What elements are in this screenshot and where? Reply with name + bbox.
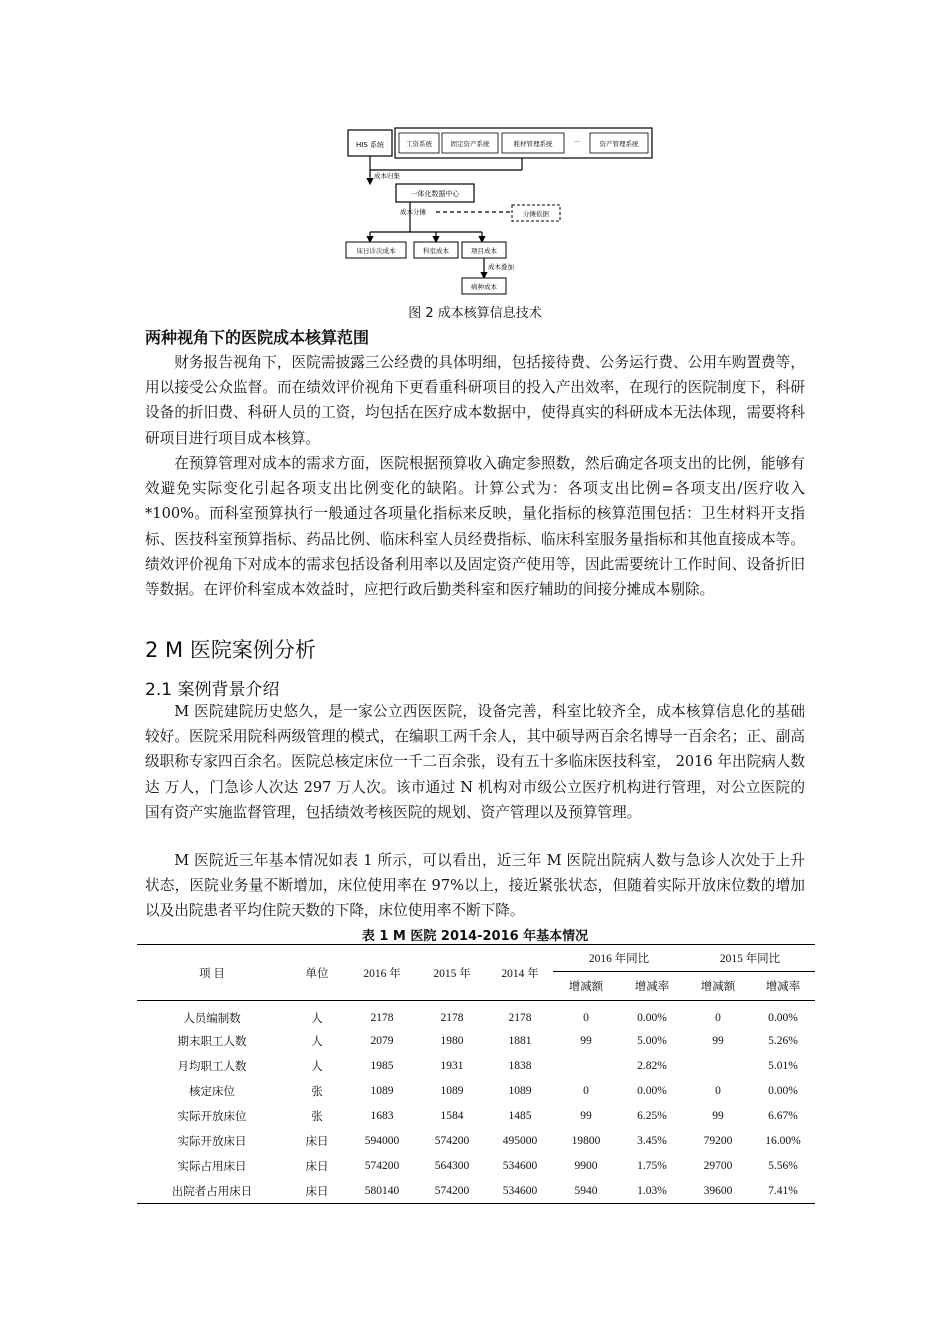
col-header-inc-amount: 增减额 — [553, 972, 619, 1001]
output-label: 科室成本 — [423, 247, 449, 255]
table-cell-y2014: 534600 — [487, 1178, 553, 1204]
system-label: 资产管理系统 — [599, 140, 639, 148]
table-caption: 表 1 M 医院 2014-2016 年基本情况 — [361, 929, 589, 944]
table-cell-cmp2016-amount: 0 — [583, 1011, 589, 1024]
table-cell-y2016: 1089 — [370, 1084, 394, 1097]
table-cell-y2015: 2178 — [440, 1011, 464, 1024]
table-cell-item: 期末职工人数 — [177, 1035, 247, 1048]
table-cell-cmp2016-rate: 2.82% — [637, 1059, 667, 1072]
table-row — [137, 1103, 815, 1128]
table-cell-item: 核定床位 — [189, 1085, 235, 1098]
table-row — [137, 1001, 815, 1029]
table-cell-cmp2016-amount: 99 — [580, 1109, 592, 1122]
table-cell-y2014: 2178 — [508, 1011, 532, 1024]
table-cell-unit: 床日 — [287, 1178, 347, 1204]
table-cell-y2016: 594000 — [364, 1134, 400, 1147]
his-label: HIS 系统 — [356, 141, 384, 149]
table-cell-cmp2015-amount: 99 — [712, 1109, 724, 1122]
table-cell-y2016: 580140 — [347, 1178, 417, 1204]
section-heading: 2 M 医院案例分析 — [145, 638, 316, 662]
table-cell-unit: 床日 — [305, 1135, 329, 1148]
table-cell-unit: 张 — [311, 1085, 323, 1098]
table-cell-y2016: 2178 — [370, 1011, 394, 1024]
table-cell-cmp2016-rate: 1.75% — [637, 1159, 667, 1172]
table-cell-unit: 人 — [311, 1035, 323, 1048]
table-cell-cmp2015-rate: 5.56% — [768, 1159, 798, 1172]
table-cell-y2016: 2079 — [370, 1034, 394, 1047]
table-cell-cmp2015-amount: 0 — [715, 1011, 721, 1024]
table-cell-cmp2016-amount: 0 — [583, 1084, 589, 1097]
subsection-heading: 2.1 案例背景介绍 — [145, 680, 280, 700]
table-cell-cmp2016-amount: 99 — [580, 1034, 592, 1047]
table-cell-item: 实际占用床日 — [177, 1160, 247, 1173]
table-cell-cmp2015-rate: 7.41% — [751, 1178, 815, 1204]
table-cell-y2014: 1881 — [508, 1034, 532, 1047]
table-cell-y2014: 1838 — [508, 1059, 532, 1072]
table-cell-cmp2015-amount: 39600 — [685, 1178, 751, 1204]
table-row — [137, 1078, 815, 1103]
paragraph: M 医院建院历史悠久，是一家公立西医医院，设备完善，科室比较齐全，成本核算信息化的基础较好。医院采用院科两级管理的模式，在编职工两千余人，其中硕导两百余名博导一百余名；正、副高级职称专家四百余名。医院总核定床位一千二百余张，设有五十多临床医技科室， 2016 年出院病人数达 万人，门急诊人次达 297 万人次。该市通过 N 机构对市级公立医疗机构进行管理，对公立医院的国有资产实施监督管理，包括绩效考核医院的规划、资产管理以及预算管理。 — [145, 703, 805, 821]
table-cell-item: 实际开放床位 — [177, 1110, 247, 1123]
table-cell-y2014: 534600 — [502, 1159, 538, 1172]
table-cell-cmp2015-rate: 5.26% — [768, 1034, 798, 1047]
table-cell-y2015: 1931 — [440, 1059, 464, 1072]
table-cell-cmp2016-amount: 9900 — [574, 1159, 598, 1172]
table-cell-y2015: 574200 — [417, 1178, 487, 1204]
table-row — [137, 1053, 815, 1078]
stack-label: 成本叠加 — [488, 263, 514, 271]
table-cell-y2016: 1985 — [370, 1059, 394, 1072]
table-cell-cmp2016-amount: 19800 — [571, 1134, 601, 1147]
table-cell-cmp2015-amount: 99 — [712, 1034, 724, 1047]
figure-caption: 图 2 成本核算信息技术 — [408, 306, 542, 321]
system-label: 固定资产系统 — [450, 140, 490, 148]
table-cell-item: 人员编制数 — [183, 1012, 241, 1025]
basis-label: 分摊依据 — [523, 210, 549, 218]
table-row — [137, 1028, 815, 1053]
col-header-2015: 2015 年 — [417, 945, 487, 1001]
col-header-inc-rate: 增减率 — [751, 972, 815, 1001]
table-cell-unit: 人 — [311, 1012, 323, 1025]
table-cell-cmp2016-amount: 5940 — [553, 1178, 619, 1204]
paragraph: M 医院近三年基本情况如表 1 所示，可以看出，近三年 M 医院出院病人数与急诊人次处于上升状态，医院业务量不断增加，床位使用率在 97%以上，接近紧张状态，但随着实际开放床位数的增加以及出院患者平均住院天数的下降，床位使用率不断下降。 — [145, 852, 805, 920]
output-label: 项目成本 — [471, 247, 497, 255]
table-cell-y2015: 1980 — [440, 1034, 464, 1047]
table-cell-unit: 人 — [311, 1060, 323, 1073]
table-cell-cmp2016-rate: 1.03% — [619, 1178, 685, 1204]
table-cell-cmp2016-rate: 3.45% — [637, 1134, 667, 1147]
table-cell-cmp2015-amount: 29700 — [703, 1159, 733, 1172]
table-cell-item: 月均职工人数 — [177, 1060, 247, 1073]
table-cell-y2014: 1089 — [508, 1084, 532, 1097]
table-cell-item: 出院者占用床日 — [137, 1178, 287, 1204]
collect-label: 成本归集 — [374, 172, 400, 180]
table-cell-y2016: 574200 — [364, 1159, 400, 1172]
col-header-cmp-2015: 2015 年同比 — [685, 945, 815, 972]
basic-info-table — [137, 944, 815, 1204]
paragraph: 财务报告视角下，医院需披露三公经费的具体明细，包括接待费、公务运行费、公用车购置费等，用以接受公众监督。而在绩效评价视角下更看重科研项目的投入产出效率，在现行的医院制度下，科研设备的折旧费、科研人员的工资，均包括在医疗成本数据中，使得真实的科研成本无法体现，需要将科研项目进行项目成本核算。 — [145, 354, 805, 447]
table-row — [137, 1153, 815, 1178]
table-cell-y2015: 564300 — [434, 1159, 470, 1172]
output-label: 床日诊次成本 — [356, 247, 396, 255]
table-cell-y2015: 1089 — [440, 1084, 464, 1097]
table-row — [137, 1128, 815, 1153]
ellipsis-label: ··· — [573, 138, 581, 146]
table-cell-cmp2016-amount — [553, 1053, 619, 1078]
data-center-label: 一体化数据中心 — [410, 190, 460, 198]
table-cell-cmp2015-amount — [685, 1053, 751, 1078]
allocate-label: 成本分摊 — [400, 208, 426, 216]
cost-accounting-diagram — [340, 120, 660, 300]
table-cell-cmp2015-rate: 16.00% — [765, 1134, 801, 1147]
col-header-item: 项 目 — [137, 945, 287, 1001]
table-cell-y2015: 574200 — [434, 1134, 470, 1147]
system-label: 耗材管理系统 — [513, 140, 553, 148]
table-cell-unit: 床日 — [305, 1160, 329, 1173]
col-header-cmp-2016: 2016 年同比 — [553, 945, 685, 972]
table-cell-cmp2015-rate: 6.67% — [768, 1109, 798, 1122]
table-cell-cmp2016-rate: 0.00% — [637, 1084, 667, 1097]
table-cell-cmp2016-rate: 5.00% — [637, 1034, 667, 1047]
col-header-unit: 单位 — [287, 945, 347, 1001]
table-cell-cmp2015-rate: 0.00% — [768, 1011, 798, 1024]
table-cell-y2014: 1485 — [508, 1109, 532, 1122]
table-cell-item: 实际开放床日 — [177, 1135, 247, 1148]
table-cell-cmp2016-rate: 0.00% — [637, 1011, 667, 1024]
col-header-2016: 2016 年 — [347, 945, 417, 1001]
paragraph: 在预算管理对成本的需求方面，医院根据预算收入确定参照数，然后确定各项支出的比例，能够有效避免实际变化引起各项支出比例变化的缺陷。计算公式为：各项支出比例=各项支出/医疗收入*100%。而科室预算执行一般通过各项量化指标来反映，量化指标的核算范围包括：卫生材料开支指标、医技科室预算指标、药品比例、临床科室人员经费指标、临床科室服务量指标和其他直接成本等。绩效评价视角下对成本的需求包括设备利用率以及固定资产使用等，因此需要统计工作时间、设备折旧等数据。在评价科室成本效益时，应把行政后勤类科室和医疗辅助的间接分摊成本剔除。 — [145, 455, 805, 599]
table-cell-cmp2016-rate: 6.25% — [637, 1109, 667, 1122]
table-row — [137, 1178, 815, 1204]
table-cell-cmp2015-amount: 79200 — [703, 1134, 733, 1147]
col-header-inc-amount: 增减额 — [685, 972, 751, 1001]
system-label: 工资系统 — [406, 140, 432, 148]
table-cell-cmp2015-rate: 0.00% — [768, 1084, 798, 1097]
table-cell-y2016: 1683 — [370, 1109, 394, 1122]
col-header-2014: 2014 年 — [487, 945, 553, 1001]
disease-label: 病种成本 — [471, 283, 497, 291]
table-cell-y2014: 495000 — [502, 1134, 538, 1147]
section-sub-title: 两种视角下的医院成本核算范围 — [145, 328, 370, 347]
table-cell-cmp2015-rate: 5.01% — [768, 1059, 798, 1072]
table-cell-cmp2015-amount: 0 — [715, 1084, 721, 1097]
table-cell-unit: 张 — [311, 1110, 323, 1123]
col-header-inc-rate: 增减率 — [619, 972, 685, 1001]
table-cell-y2015: 1584 — [440, 1109, 464, 1122]
